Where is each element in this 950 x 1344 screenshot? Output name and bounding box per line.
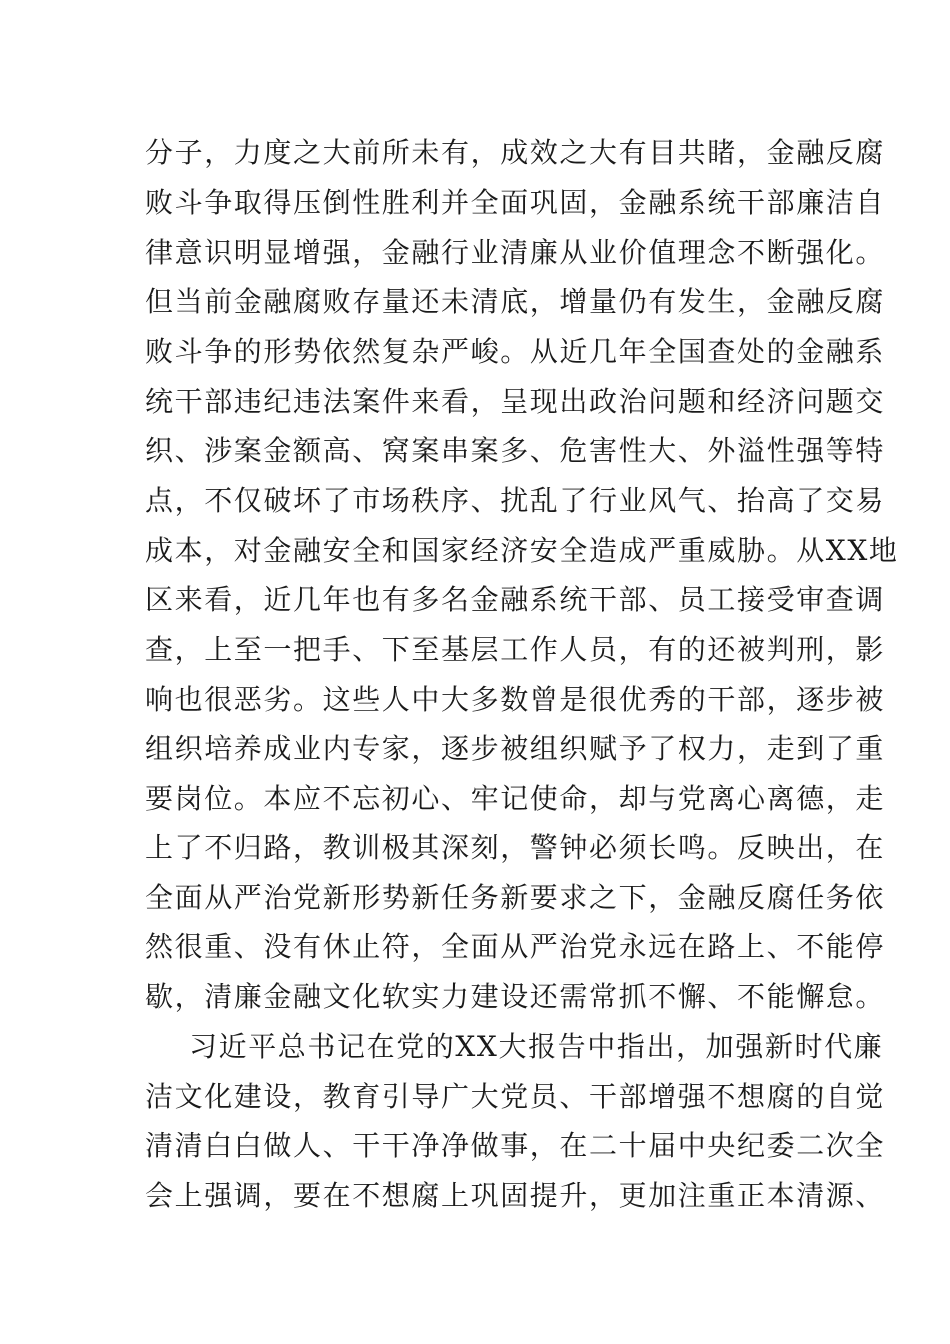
- text-line: 然很重、没有休止符，全面从严治党永远在路上、不能停: [145, 930, 886, 963]
- text-line: 全面从严治党新形势新任务新要求之下，金融反腐任务依: [145, 881, 886, 914]
- text-line: 组织培养成业内专家，逐步被组织赋予了权力，走到了重: [145, 732, 886, 765]
- text-line: 上了不归路，教训极其深刻，警钟必须长鸣。反映出，在: [145, 831, 886, 864]
- text-line: 响也很恶劣。这些人中大多数曾是很优秀的干部，逐步被: [145, 683, 886, 716]
- text-line: 败斗争取得压倒性胜利并全面巩固，金融系统干部廉洁自: [145, 186, 886, 219]
- text-line: 会上强调，要在不想腐上巩固提升，更加注重正本清源、: [145, 1179, 886, 1212]
- text-line: 分子，力度之大前所未有，成效之大有目共睹，金融反腐: [145, 136, 886, 169]
- text-line: 织、涉案金额高、窝案串案多、危害性大、外溢性强等特: [145, 434, 886, 467]
- text-line: 洁文化建设，教育引导广大党员、干部增强不想腐的自觉: [145, 1080, 886, 1113]
- text-line: 清清白白做人、干干净净做事，在二十届中央纪委二次全: [145, 1129, 886, 1162]
- text-line: 成本，对金融安全和国家经济安全造成严重威胁。从XX地: [145, 534, 899, 567]
- text-line: 点，不仅破坏了市场秩序、扰乱了行业风气、抬高了交易: [145, 484, 886, 517]
- text-line: 习近平总书记在党的XX大报告中指出，加强新时代廉: [189, 1030, 884, 1063]
- text-line: 查，上至一把手、下至基层工作人员，有的还被判刑，影: [145, 633, 886, 666]
- text-line: 歇，清廉金融文化软实力建设还需常抓不懈、不能懈怠。: [145, 980, 886, 1013]
- text-line: 律意识明显增强，金融行业清廉从业价值理念不断强化。: [145, 236, 886, 269]
- text-line: 统干部违纪违法案件来看，呈现出政治问题和经济问题交: [145, 385, 886, 418]
- text-line: 败斗争的形势依然复杂严峻。从近几年全国查处的金融系: [145, 335, 886, 368]
- text-line: 区来看，近几年也有多名金融系统干部、员工接受审查调: [145, 583, 886, 616]
- text-line: 要岗位。本应不忘初心、牢记使命，却与党离心离德，走: [145, 782, 886, 815]
- text-line: 但当前金融腐败存量还未清底，增量仍有发生，金融反腐: [145, 285, 886, 318]
